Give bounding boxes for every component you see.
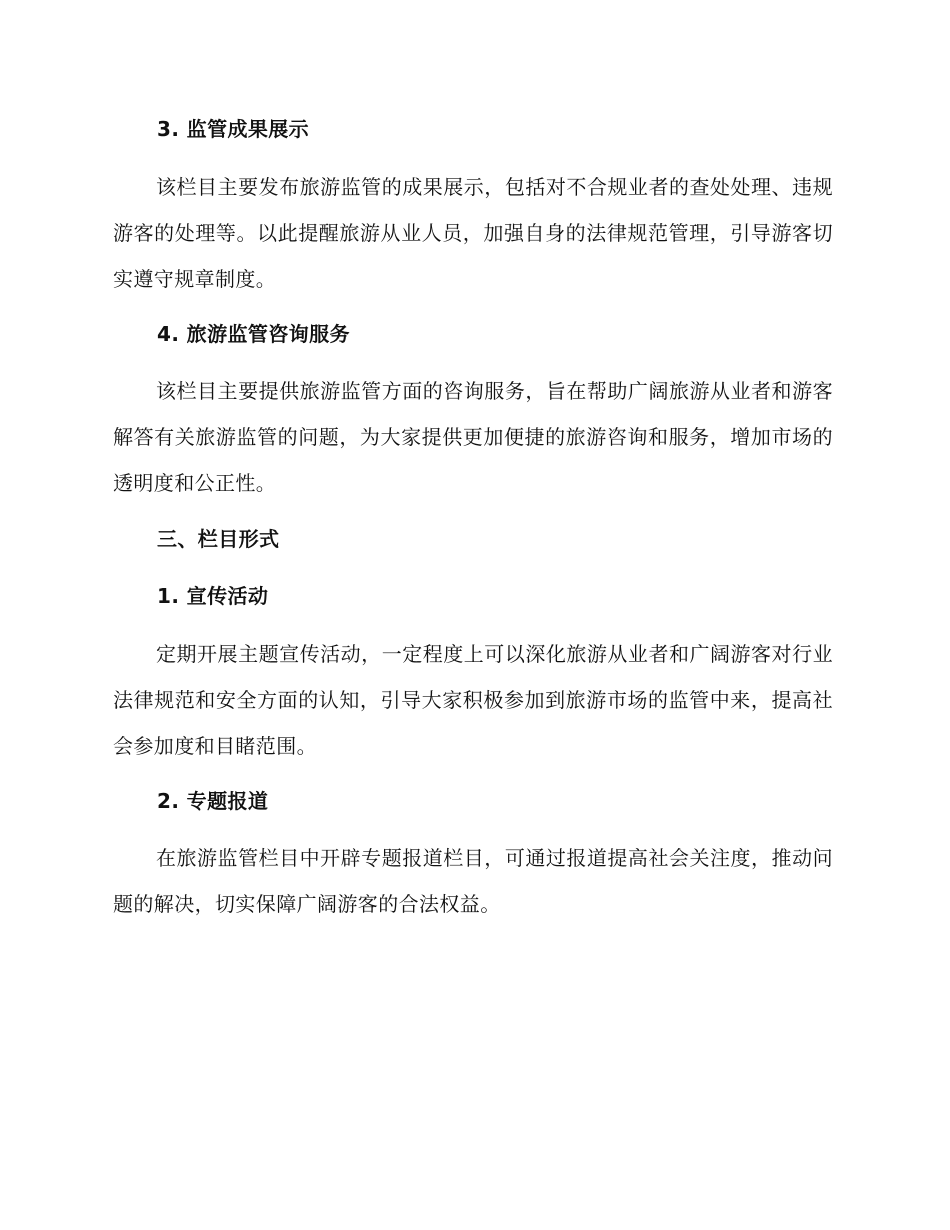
heading-consulting-service: 4. 旅游监管咨询服务 <box>157 322 350 346</box>
paragraph-promotion-activities: 定期开展主题宣传活动，一定程度上可以深化旅游从业者和广阔游客对行业法律规范和安全方面的认知，引导大家积极参加到旅游市场的监管中来，提高社会参加度和目睹范围。 <box>113 642 833 758</box>
paragraph-consulting-service: 该栏目主要提供旅游监管方面的咨询服务，旨在帮助广阔旅游从业者和游客解答有关旅游监管的问题，为大家提供更加便捷的旅游咨询和服务，增加市场的透明度和公正性。 <box>113 379 833 495</box>
heading-promotion-activities: 1. 宣传活动 <box>157 584 269 608</box>
section-heading-column-format: 三、栏目形式 <box>157 527 280 551</box>
paragraph-results-display: 该栏目主要发布旅游监管的成果展示，包括对不合规业者的查处处理、违规游客的处理等。以此提醒旅游从业人员，加强自身的法律规范管理，引导游客切实遵守规章制度。 <box>113 175 833 291</box>
heading-special-reports: 2. 专题报道 <box>157 789 269 813</box>
paragraph-special-reports: 在旅游监管栏目中开辟专题报道栏目，可通过报道提高社会关注度，推动问题的解决，切实保障广阔游客的合法权益。 <box>113 846 833 916</box>
heading-results-display: 3. 监管成果展示 <box>157 117 310 141</box>
